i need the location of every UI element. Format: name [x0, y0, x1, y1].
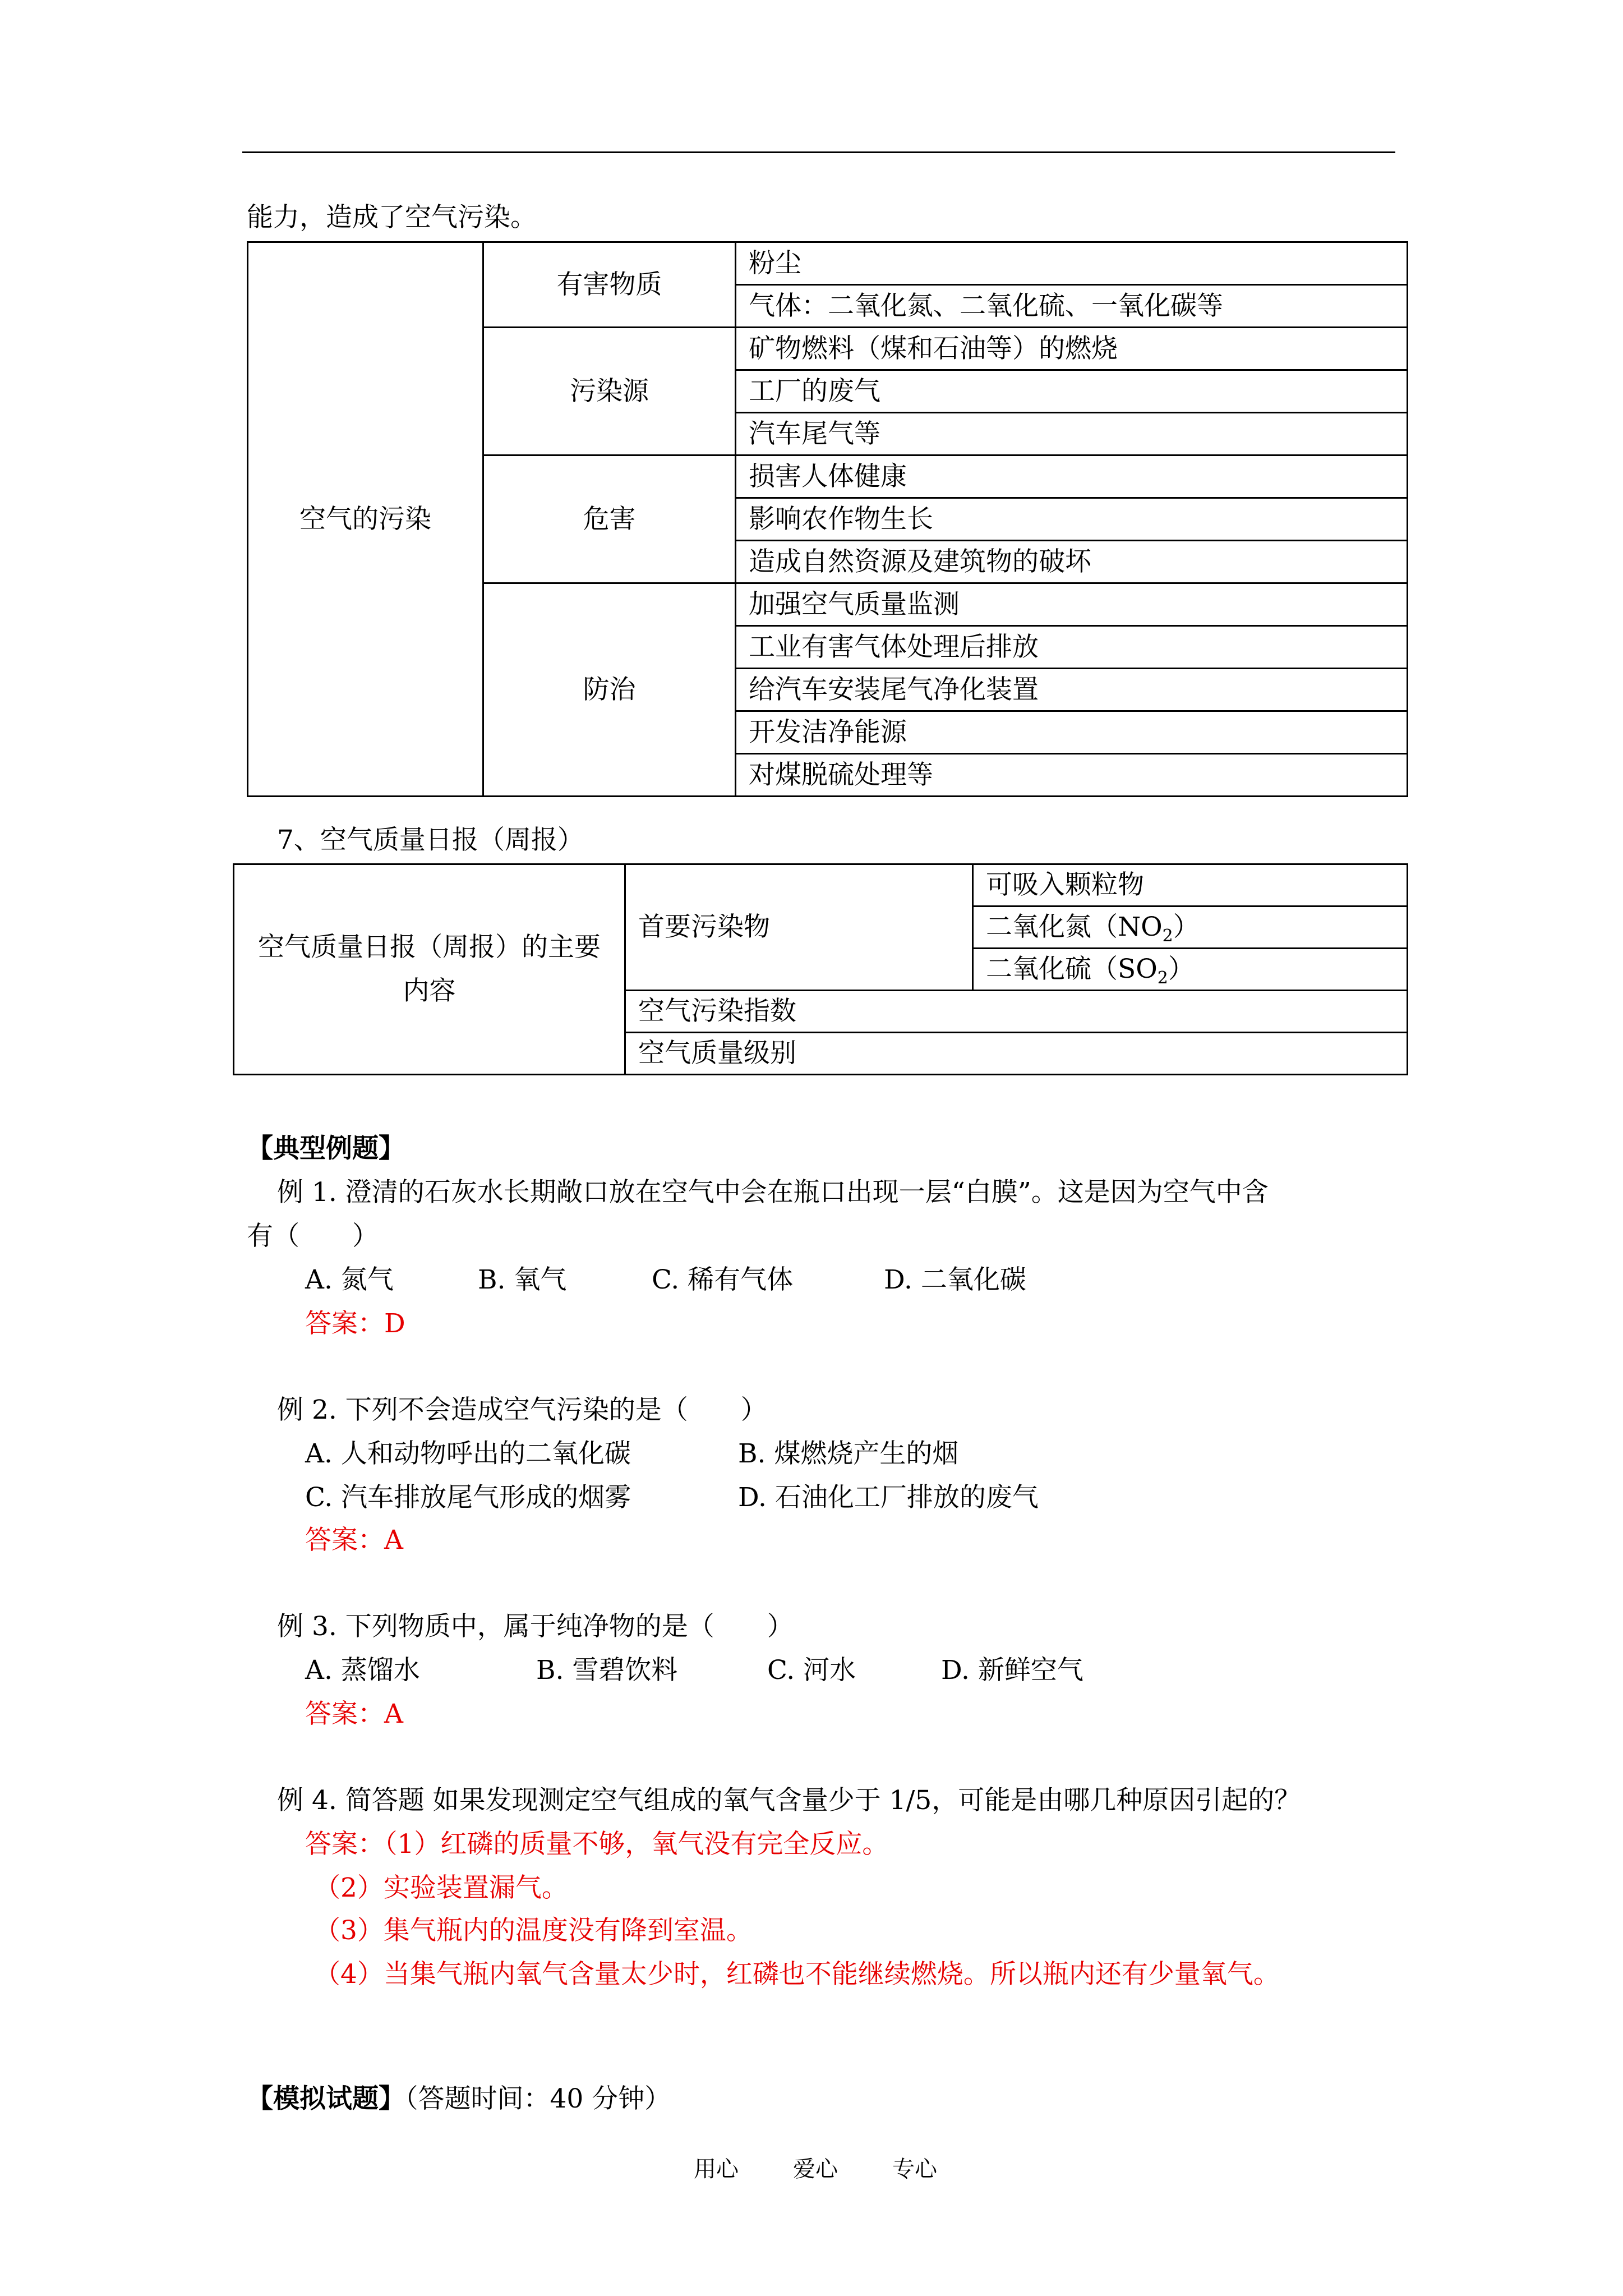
option-b: B. 煤燃烧产生的烟 — [738, 1438, 959, 1469]
option-c: C. 稀有气体 — [652, 1264, 794, 1295]
example1-question: 例 1. 澄清的石灰水长期敞口放在空气中会在瓶口出现一层“白膜”。这是因为空气中含 — [277, 1177, 1269, 1208]
group-name-cell: 危害 — [483, 455, 736, 583]
mock-test-title: 【模拟试题】 — [247, 2083, 405, 2114]
example4-answer-line: 答案：（1）红磷的质量不够，氧气没有完全反应。 — [305, 1829, 889, 1860]
item-cell: 矿物燃料（煤和石油等）的燃烧 — [736, 328, 1408, 370]
intro-text: 能力，造成了空气污染。 — [247, 202, 537, 233]
mock-test-heading — [247, 2082, 671, 2116]
example4-answer-line: （4）当集气瓶内氧气含量太少时，红磷也不能继续燃烧。所以瓶内还有少量氧气。 — [314, 1959, 1280, 1990]
footer-word: 爱心 — [793, 2156, 838, 2182]
option-d: D. 新鲜空气 — [941, 1655, 1083, 1686]
header-rule — [242, 151, 1395, 153]
examples-title: 【典型例题】 — [247, 1133, 405, 1164]
option-a: A. 人和动物呼出的二氧化碳 — [305, 1438, 631, 1469]
air-quality-report-table — [233, 863, 1408, 1075]
mock-test-time: （答题时间：40 分钟） — [405, 2083, 671, 2114]
example2-answer: 答案：A — [305, 1525, 403, 1556]
example4-answer-line: （3）集气瓶内的温度没有降到室温。 — [314, 1915, 753, 1946]
example4-question: 例 4. 简答题 如果发现测定空气组成的氧气含量少于 1/5，可能是由哪几种原因引起的？ — [277, 1785, 1301, 1816]
option-c: C. 汽车排放尾气形成的烟雾 — [305, 1482, 631, 1513]
category-cell: 空气的污染 — [248, 242, 483, 797]
option-d: D. 石油化工厂排放的废气 — [738, 1482, 1039, 1513]
option-b: B. 雪碧饮料 — [536, 1655, 678, 1686]
example4-answer-line: （2）实验装置漏气。 — [314, 1872, 568, 1903]
item-cell: 损害人体健康 — [736, 455, 1408, 498]
pollutant-cell: 可吸入颗粒物 — [973, 864, 1408, 907]
option-d: D. 二氧化碳 — [884, 1264, 1026, 1295]
pollutant-cell: 二氧化氮$(NO_2)$ — [973, 907, 1408, 949]
section7-title: 7、空气质量日报（周报） — [277, 825, 584, 855]
primary-pollutant-label: 首要污染物 — [625, 864, 973, 991]
report-main-label: 空气质量日报（周报）的主要内容 — [234, 864, 625, 1075]
footer-word: 专心 — [892, 2156, 937, 2182]
item-cell: 造成自然资源及建筑物的破坏 — [736, 541, 1408, 583]
quality-level-cell: 空气质量级别 — [625, 1033, 1408, 1075]
item-cell: 工厂的废气 — [736, 370, 1408, 413]
example2-question: 例 2. 下列不会造成空气污染的是（ ） — [277, 1395, 767, 1425]
item-cell: 粉尘 — [736, 242, 1408, 285]
option-a: A. 氮气 — [305, 1264, 394, 1295]
option-a: A. 蒸馏水 — [305, 1655, 420, 1686]
item-cell: 气体：二氧化氮、二氧化硫、一氧化碳等 — [736, 285, 1408, 328]
group-name-cell: 有害物质 — [483, 242, 736, 328]
pollutant-cell: 二氧化硫$(SO_2)$ — [973, 949, 1408, 991]
footer-word: 用心 — [694, 2156, 739, 2182]
group-name-cell: 污染源 — [483, 328, 736, 455]
option-b: B. 氧气 — [478, 1264, 567, 1295]
example1-answer: 答案：D — [305, 1308, 405, 1339]
item-cell: 汽车尾气等 — [736, 413, 1408, 455]
example3-answer: 答案：A — [305, 1699, 403, 1729]
item-cell: 工业有害气体处理后排放 — [736, 626, 1408, 669]
item-cell: 加强空气质量监测 — [736, 583, 1408, 626]
air-pollution-table — [247, 241, 1408, 797]
group-name-cell: 防治 — [483, 583, 736, 797]
example1-question-cont: 有（ ） — [247, 1221, 379, 1251]
item-cell: 对煤脱硫处理等 — [736, 754, 1408, 797]
example3-question: 例 3. 下列物质中，属于纯净物的是（ ） — [277, 1611, 794, 1642]
item-cell: 给汽车安装尾气净化装置 — [736, 669, 1408, 711]
option-c: C. 河水 — [767, 1655, 856, 1686]
item-cell: 开发洁净能源 — [736, 711, 1408, 754]
item-cell: 影响农作物生长 — [736, 498, 1408, 541]
pollution-index-cell: 空气污染指数 — [625, 991, 1408, 1033]
